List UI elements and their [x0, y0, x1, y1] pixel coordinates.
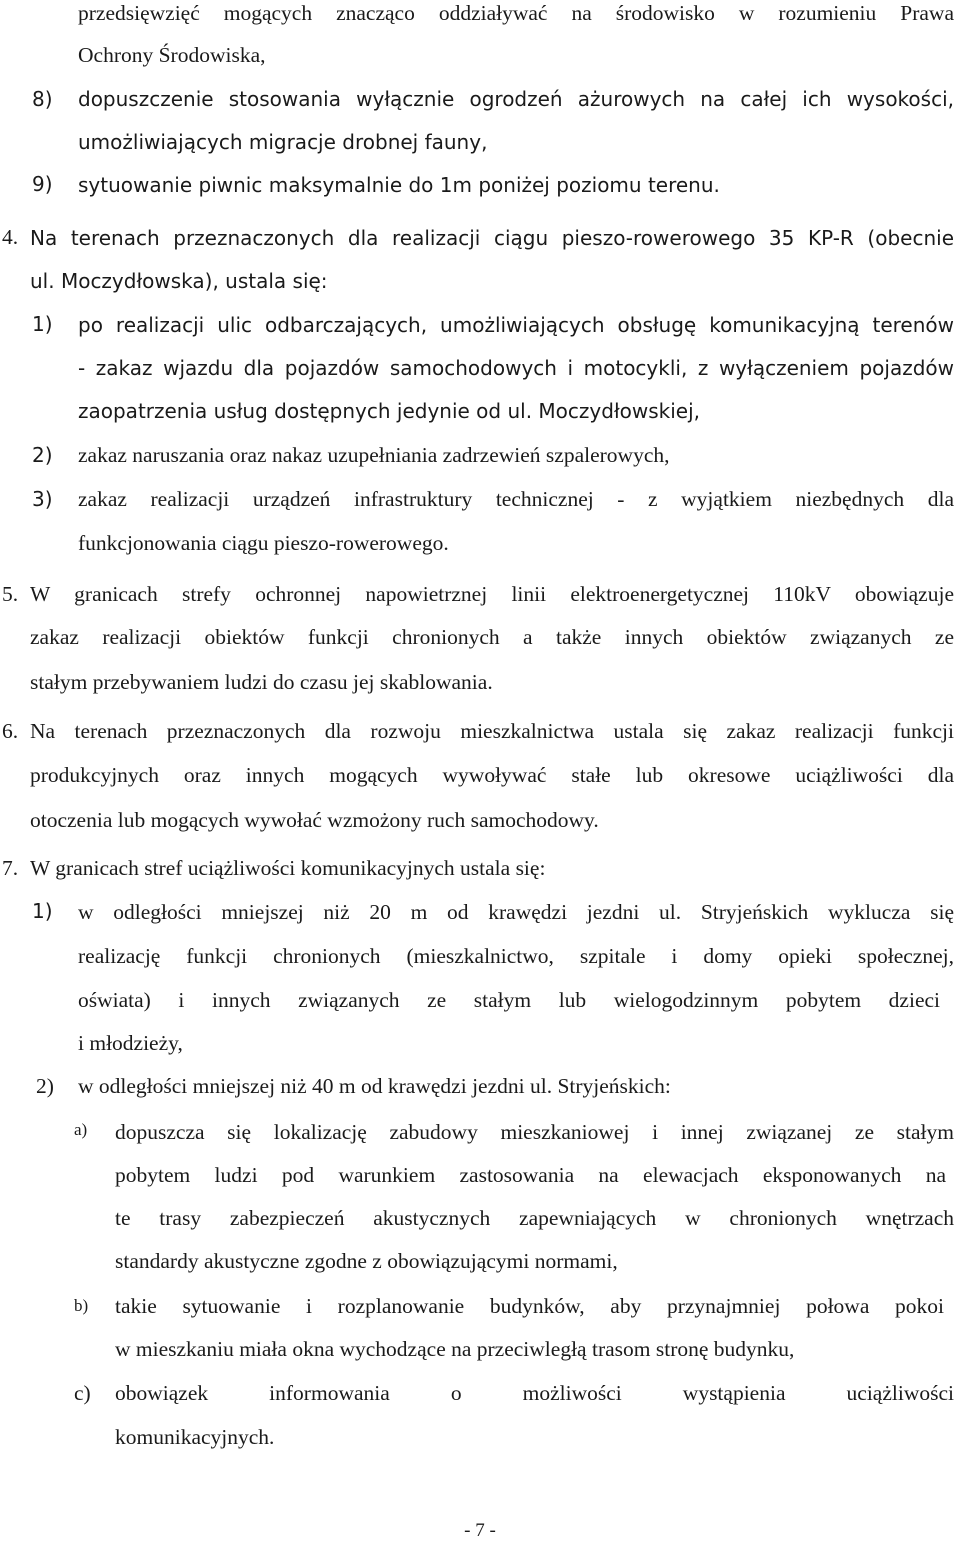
- text-line: zakaz naruszania oraz nakaz uzupełniania zadrzewień szpalerowych,: [78, 443, 670, 467]
- list-marker: 3): [32, 487, 53, 511]
- text-line: funkcjonowania ciągu pieszo-rowerowego.: [78, 531, 449, 555]
- text-line: dopuszcza się lokalizację zabudowy mieszkaniowej i innej związanej ze stałym: [115, 1120, 954, 1144]
- text-line: w odległości mniejszej niż 20 m od krawędzi jezdni ul. Stryjeńskich wyklucza się: [78, 900, 954, 924]
- text-line: Na terenach przeznaczonych dla rozwoju mieszkalnictwa ustala się zakaz realizacji funkcji: [30, 719, 954, 743]
- text-line: w odległości mniejszej niż 40 m od krawędzi jezdni ul. Stryjeńskich:: [78, 1074, 671, 1098]
- text-line: sytuowanie piwnic maksymalnie do 1m poniżej poziomu terenu.: [78, 173, 720, 197]
- text-line: dopuszczenie stosowania wyłącznie ogrodzeń ażurowych na całej ich wysokości,: [78, 87, 954, 111]
- list-marker: 2): [32, 443, 53, 467]
- text-line: zaopatrzenia usług dostępnych jedynie od ul. Moczydłowskiej,: [78, 399, 700, 423]
- text-line: obowiązek informowania o możliwości wystąpienia uciążliwości: [115, 1381, 954, 1405]
- text-line: zakaz realizacji obiektów funkcji chronionych a także innych obiektów związanych ze: [30, 625, 954, 649]
- text-line: komunikacyjnych.: [115, 1425, 275, 1449]
- text-line: pobytem ludzi pod warunkiem zastosowania na elewacjach eksponowanych na: [115, 1163, 946, 1187]
- list-marker: 1): [32, 312, 53, 336]
- text-line: umożliwiających migracje drobnej fauny,: [78, 130, 488, 154]
- list-marker: 7.: [2, 856, 19, 880]
- text-line: produkcyjnych oraz innych mogących wywoływać stałe lub okresowe uciążliwości dla: [30, 763, 954, 787]
- list-marker: 4.: [2, 225, 19, 249]
- text-line: zakaz realizacji urządzeń infrastruktury technicznej - z wyjątkiem niezbędnych dla: [78, 487, 954, 511]
- text-line: standardy akustyczne zgodne z obowiązującymi normami,: [115, 1249, 618, 1273]
- list-marker: 5.: [2, 582, 19, 606]
- text-line: takie sytuowanie i rozplanowanie budynków, aby przynajmniej połowa pokoi: [115, 1294, 944, 1318]
- text-line: otoczenia lub mogących wywołać wzmożony ruch samochodowy.: [30, 808, 599, 832]
- text-line: W granicach strefy ochronnej napowietrznej linii elektroenergetycznej 110kV obowiązuje: [30, 582, 954, 606]
- text-line: po realizacji ulic odbarczających, umożliwiających obsługę komunikacyjną terenów: [78, 313, 954, 337]
- text-line: Na terenach przeznaczonych dla realizacji ciągu pieszo-rowerowego 35 KP-R (obecnie: [30, 226, 954, 250]
- text-line: oświata) i innych związanych ze stałym lub wielogodzinnym pobytem dzieci: [78, 988, 940, 1012]
- list-marker: b): [74, 1296, 89, 1315]
- list-marker: 2): [36, 1074, 54, 1098]
- list-marker: c): [74, 1381, 91, 1405]
- text-line: te trasy zabezpieczeń akustycznych zapewniających w chronionych wnętrzach: [115, 1206, 954, 1230]
- text-line: w mieszkaniu miała okna wychodzące na przeciwległą trasom stronę budynku,: [115, 1337, 795, 1361]
- list-marker: a): [74, 1120, 88, 1139]
- text-line: W granicach stref uciążliwości komunikacyjnych ustala się:: [30, 856, 546, 880]
- list-marker: 9): [32, 172, 53, 196]
- text-line: przedsięwzięć mogących znacząco oddziaływać na środowisko w rozumieniu Prawa: [78, 1, 954, 25]
- page-number: - 7 -: [464, 1520, 496, 1541]
- list-marker: 8): [32, 87, 53, 111]
- text-line: ul. Moczydłowska), ustala się:: [30, 269, 328, 293]
- text-line: i młodzieży,: [78, 1031, 183, 1055]
- text-line: realizację funkcji chronionych (mieszkalnictwo, szpitale i domy opieki społecznej,: [78, 944, 954, 968]
- text-line: Ochrony Środowiska,: [78, 43, 266, 67]
- list-marker: 6.: [2, 719, 19, 743]
- text-line: stałym przebywaniem ludzi do czasu jej skablowania.: [30, 670, 493, 694]
- list-marker: 1): [32, 899, 53, 923]
- text-line: - zakaz wjazdu dla pojazdów samochodowych i motocykli, z wyłączeniem pojazdów: [78, 356, 954, 380]
